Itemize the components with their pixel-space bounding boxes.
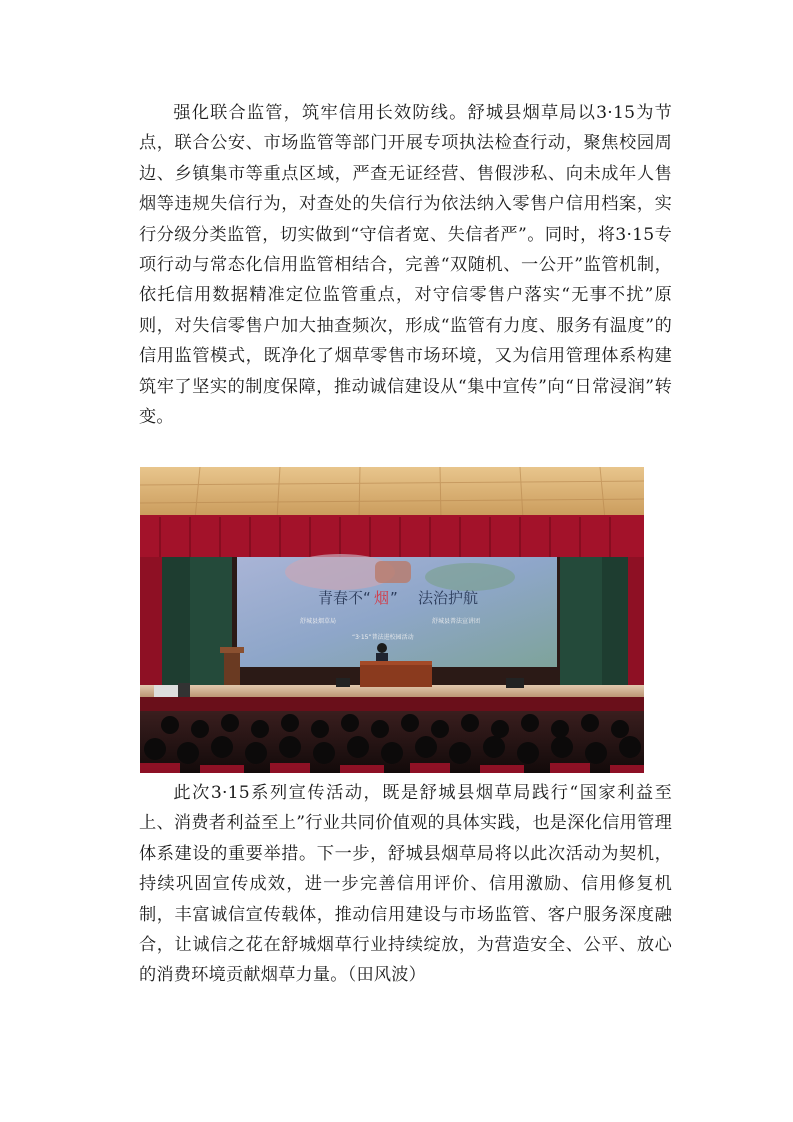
right-red-curtain	[628, 557, 644, 685]
screen-sub-center: “3·15”普法进校园活动	[352, 634, 414, 641]
screen-sub-left: 舒城县烟草局	[300, 618, 337, 625]
lectern	[224, 649, 240, 691]
screen-title-right: 法治护航	[418, 589, 479, 607]
screen-sub-right: 舒城县普法宣讲团	[432, 618, 481, 625]
left-red-curtain	[140, 557, 162, 685]
event-photo	[140, 467, 644, 773]
screen-title-mid: ”	[390, 589, 398, 607]
ceiling	[140, 467, 644, 519]
stage-valance	[140, 515, 644, 557]
auditorium-illustration	[140, 467, 644, 773]
article-paragraph-1: 强化联合监管，筑牢信用长效防线。舒城县烟草局以3·15为节点，联合公安、市场监管等部门开展专项执法检查行动，聚焦校园周边、乡镇集市等重点区域，严查无证经营、售假涉私、向未成年人售烟等违规失信行为，对查处的失信行为依法纳入零售户信用档案，实行分级分类监管，切实做到“守信者宽、失信者严”。同时，将3·15专项行动与常态化信用监管相结合，完善“双随机、一公开”监管机制，依托信用数据精准定位监管重点，对守信零售户落实“无事不扰”原则，对失信零售户加大抽查频次，形成“监管有力度、服务有温度”的信用监管模式，既净化了烟草零售市场环境，又为信用管理体系构建筑牢了坚实的制度保障，推动诚信建设从“集中宣传”向“日常浸润”转变。	[139, 103, 672, 428]
left-green-curtain	[162, 557, 190, 685]
screen-title-left: 青春不“	[318, 589, 371, 607]
article-paragraph-2: 此次3·15系列宣传活动，既是舒城县烟草局践行“国家利益至上、消费者利益至上”行业共同价值观的具体实践，也是深化信用管理体系建设的重要举措。下一步，舒城县烟草局将以此次活动为契机，持续巩固宣传成效，进一步完善信用评价、信用激励、信用修复机制，丰富诚信宣传载体，推动信用建设与市场监管、客户服务深度融合，让诚信之花在舒城烟草行业持续绽放，为营造安全、公平、放心的消费环境贡献烟草力量。（田风波）	[139, 783, 672, 986]
screen-title-highlight: 烟	[374, 589, 390, 607]
right-green-curtain	[602, 557, 628, 685]
speaker-head	[377, 643, 387, 653]
stage-floor	[140, 685, 644, 699]
